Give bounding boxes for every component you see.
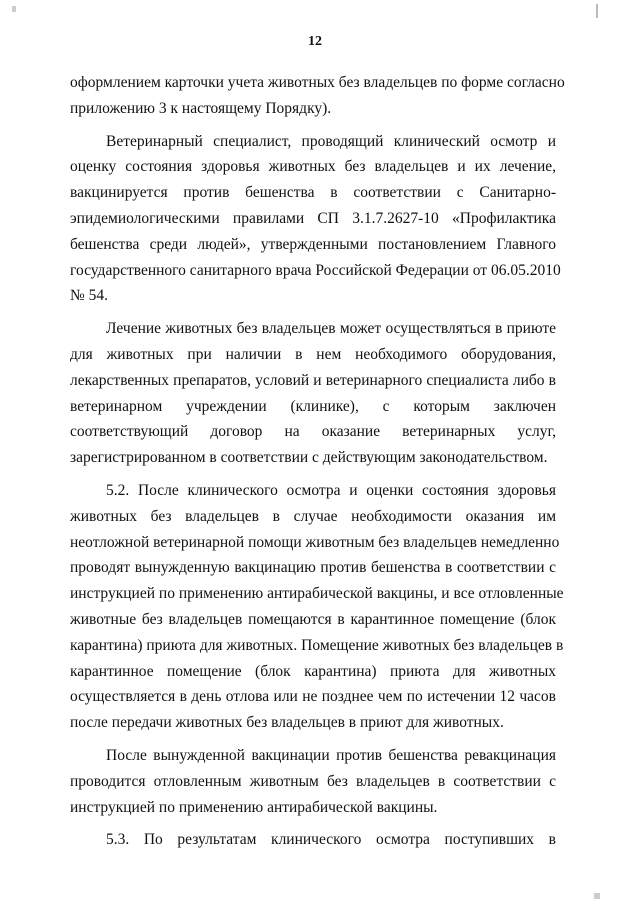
text-line: для животных при наличии в нем необходимого оборудования, [70,345,556,363]
text-line: Ветеринарный специалист, проводящий клинический осмотр и [106,132,556,150]
paragraph [70,129,561,310]
scan-artifact [596,4,598,18]
page-number: 12 [308,34,322,49]
paragraph [70,70,565,122]
text-line: бешенства среди людей», утвержденными постановлением Главного [70,235,556,253]
scan-artifact [12,6,16,12]
text-line: инструкцией по применению антирабической вакцины. [70,798,438,816]
text-line: неотложной ветеринарной помощи животным без владельцев немедленно [70,533,560,551]
text-line: 5.2. После клинического осмотра и оценки состояния здоровья [106,481,556,499]
scan-artifact [594,893,600,899]
text-line: эпидемиологическими правилами СП 3.1.7.2627-10 «Профилактика [70,209,556,227]
text-line: оформлением карточки учета животных без владельцев по форме согласно [70,74,565,91]
text-line: после передачи животных без владельцев в приют для животных. [70,714,504,732]
text-line: проводится отловленным животным без владельцев в соответствии с [70,772,556,790]
text-line: осуществляется в день отлова или не позднее чем по истечении 12 часов [70,688,556,706]
text-line: оценку состояния здоровья животных без владельцев и их лечение, [70,158,556,176]
text-line: проводят вынужденную вакцинацию против бешенства в соответствии с [70,559,556,577]
text-line: зарегистрированном в соответствии с действующим законодательством. [70,449,548,467]
paragraph [70,743,556,820]
document-body [70,70,565,853]
paragraph [70,827,556,853]
text-line: карантинное помещение (блок карантина) приюта для животных [70,662,556,680]
paragraph [70,316,556,471]
text-line: государственного санитарного врача Российской Федерации от 06.05.2010 [70,261,561,279]
text-line: соответствующий договор на оказание ветеринарных услуг, [70,423,556,441]
text-line: вакцинируется против бешенства в соответствии с Санитарно- [70,184,556,202]
text-line: животные без владельцев помещаются в карантинное помещение (блок [70,610,556,628]
text-line: инструкцией по применению антирабической вакцины, и все отловленные [70,585,564,603]
text-line: животных без владельцев в случае необходимости оказания им [70,507,556,525]
text-line: Лечение животных без владельцев может осуществляться в приюте [106,320,556,338]
text-line: лекарственных препаратов, условий и ветеринарного специалиста либо в [70,371,556,389]
paragraph [70,478,564,736]
text-line: приложению 3 к настоящему Порядку). [70,99,332,117]
text-line: № 54. [70,287,109,305]
text-line: После вынужденной вакцинации против бешенства ревакцинация [106,746,556,764]
text-line: карантина) приюта для животных. Помещение животных без владельцев в [70,636,564,654]
text-line: 5.3. По результатам клинического осмотра поступивших в [106,831,556,849]
text-line: ветеринарном учреждении (клинике), с которым заключен [70,397,556,415]
